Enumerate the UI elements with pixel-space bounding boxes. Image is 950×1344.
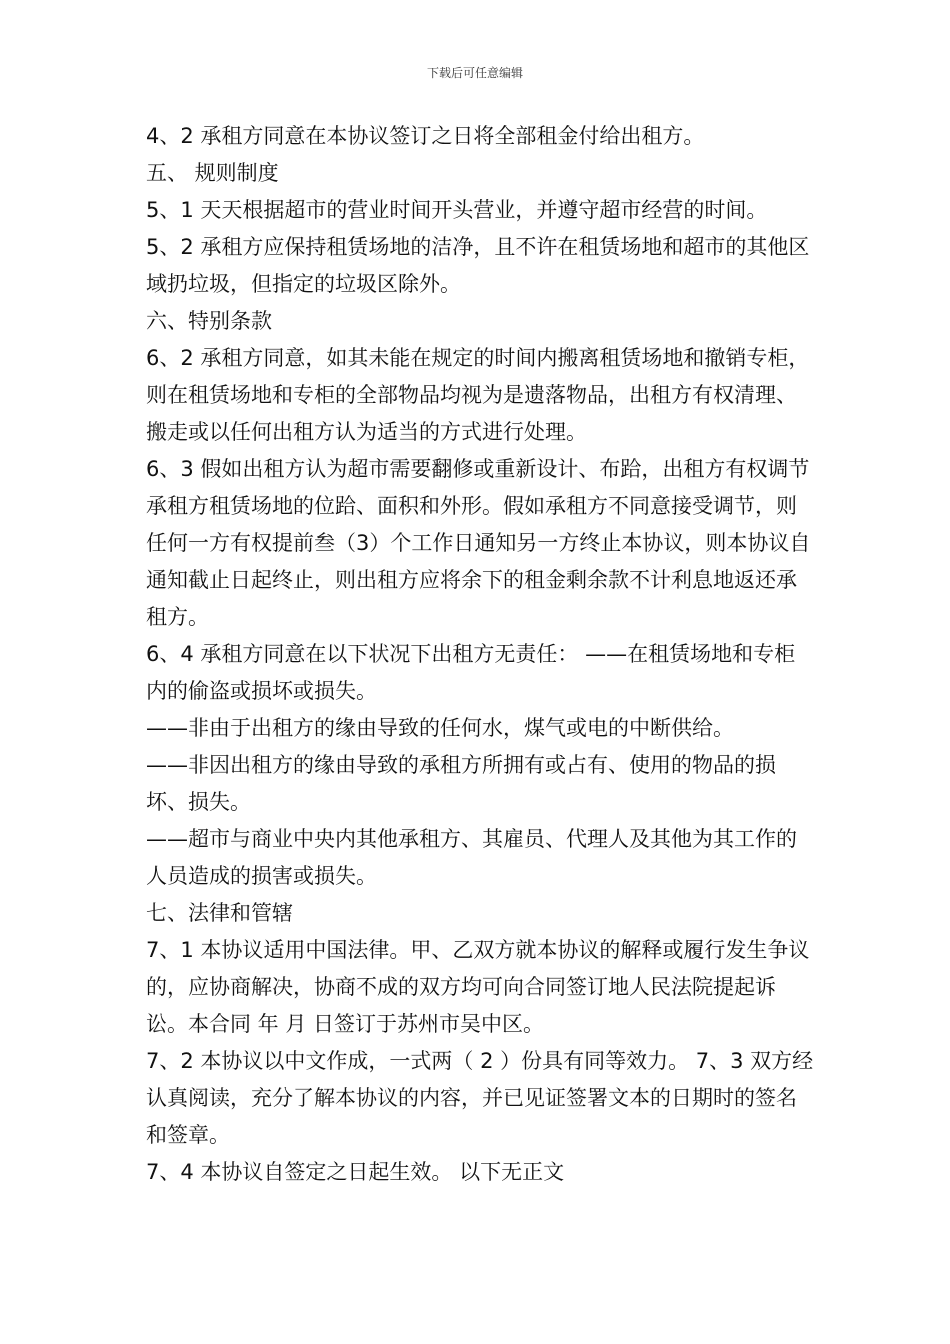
section-heading-6: 六、特别条款 — [146, 309, 272, 333]
clause-6-3: 6、3 假如出租方认为超市需要翻修或重新设计、布跲，出租方有权调节承租方租赁场地的位跲、面积和外形。假如承租方不同意接受调节，则任何一方有权提前叁（3）个工作日通知另一方终止本协议，则本协议自通知截止日起终止，则出租方应将余下的租金剩余款不计利息地返还承租方。 — [146, 457, 811, 629]
document-body — [146, 118, 814, 1191]
clause-6-4-item: ——非由于出租方的缘由导致的任何水，煤气或电的中断供给。 — [146, 716, 734, 740]
clause-6-4-item: ——非因出租方的缘由导致的承租方所拥有或占有、使用的物品的损坏、损失。 — [146, 753, 776, 814]
clause-6-2: 6、2 承租方同意，如其未能在规定的时间内搬离租赁场地和撤销专柜，则在租赁场地和专柜的全部物品均视为是遗落物品，出租方有权清理、搬走或以任何出租方认为适当的方式进行处理。 — [146, 346, 810, 444]
clause-4-2: 4、2 承租方同意在本协议签订之日将全部租金付给出租方。 — [146, 124, 705, 148]
clause-7-2: 7、2 本协议以中文作成，一式两（ 2 ）份具有同等效力。 7、3 双方经认真阅读，充分了解本协议的内容，并已见证签署文本的日期时的签名和签章。 — [146, 1049, 814, 1147]
clause-5-1: 5、1 天天根据超市的营业时间开头营业，并遵守超市经营的时间。 — [146, 198, 768, 222]
clause-7-1: 7、1 本协议适用中国法律。甲、乙双方就本协议的解释或履行发生争议的，应协商解决，协商不成的双方均可向合同签订地人民法院提起诉讼。本合同 年 月 日签订于苏州市吴中区。 — [146, 938, 810, 1036]
section-heading-7: 七、法律和管辖 — [146, 901, 293, 925]
page-header: 下载后可任意编辑 — [426, 66, 523, 80]
clause-6-4: 6、4 承租方同意在以下状况下出租方无责任： ——在租赁场地和专柜内的偷盗或损坏或损失。 — [146, 642, 796, 703]
clause-7-4: 7、4 本协议自签定之日起生效。 以下无正文 — [146, 1160, 565, 1184]
clause-6-4-item: ——超市与商业中央内其他承租方、其雇员、代理人及其他为其工作的人员造成的损害或损失。 — [146, 827, 797, 888]
clause-5-2: 5、2 承租方应保持租赁场地的洁净，且不许在租赁场地和超市的其他区域扔垃圾，但指定的垃圾区除外。 — [146, 235, 810, 296]
section-heading-5: 五、 规则制度 — [146, 161, 279, 185]
